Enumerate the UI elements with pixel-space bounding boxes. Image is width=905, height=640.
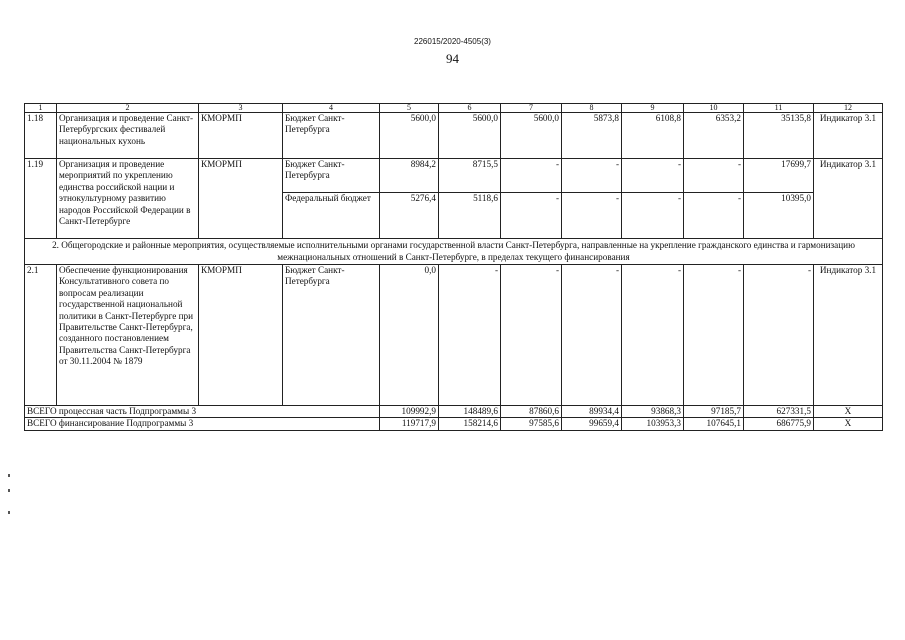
total-cell: 35135,8 [744,113,814,159]
column-number: 12 [814,104,883,113]
column-number: 9 [622,104,684,113]
amount-cell: 97585,6 [501,418,562,430]
totals-label: ВСЕГО процессная часть Подпрограммы 3 [25,406,380,418]
amount-cell: 8984,2 [380,159,439,193]
amount-cell: 5118,6 [439,193,501,239]
amount-cell: - [562,159,622,193]
amount-cell: 6108,8 [622,113,684,159]
amount-cell: 99659,4 [562,418,622,430]
amount-cell: 109992,9 [380,406,439,418]
section-heading-row [25,239,883,265]
column-number: 2 [57,104,199,113]
column-number: 11 [744,104,814,113]
activity-name: Организация и проведение Санкт-Петербургских фестивалей национальных кухонь [57,113,199,159]
amount-cell: 93868,3 [622,406,684,418]
amount-cell: - [501,193,562,239]
amount-cell: - [622,265,684,406]
amount-cell: - [684,193,744,239]
amount-cell: 89934,4 [562,406,622,418]
amount-cell: 158214,6 [439,418,501,430]
row-id: 2.1 [25,265,57,406]
page-number: 94 [446,51,459,66]
amount-cell: 8715,5 [439,159,501,193]
amount-cell: - [501,265,562,406]
amount-cell: - [684,159,744,193]
amount-cell: - [562,265,622,406]
amount-cell: 5600,0 [501,113,562,159]
indicator-cell: Х [814,406,883,418]
column-number: 8 [562,104,622,113]
total-cell: 627331,5 [744,406,814,418]
activity-name: Обеспечение функционирования Консультативного совета по вопросам реализации государственной национальной политики в Санкт-Петербурге при Правительстве Санкт-Петербурга, созданного постановлением Правительства Санкт-Петербурга от 30.11.2004 № 1879 [57,265,199,406]
amount-cell: 103953,3 [622,418,684,430]
column-number: 6 [439,104,501,113]
funding-source: Бюджет Санкт-Петербурга [283,265,380,406]
financing-table [24,103,883,431]
funding-source: Федеральный бюджет [283,193,380,239]
table-row [25,265,883,406]
indicator-cell: Индикатор 3.1 [814,159,883,239]
totals-label: ВСЕГО финансирование Подпрограммы 3 [25,418,380,430]
amount-cell: - [622,159,684,193]
section-title: 2. Общегородские и районные мероприятия, осуществляемые исполнительными органами государственной власти Санкт-Петербурга, направленные на укрепление гражданского единства и гармонизацию межнациональных отношений в Санкт-Петербурге, в пределах текущего финансирования [25,239,883,265]
amount-cell: - [562,193,622,239]
totals-row [25,418,883,430]
amount-cell: 148489,6 [439,406,501,418]
indicator-cell: Индикатор 3.1 [814,113,883,159]
column-number: 10 [684,104,744,113]
column-number: 7 [501,104,562,113]
executor: КМОРМП [199,265,283,406]
amount-cell: 5873,8 [562,113,622,159]
amount-cell: 87860,6 [501,406,562,418]
amount-cell: 5600,0 [380,113,439,159]
total-cell: 17699,7 [744,159,814,193]
column-number: 5 [380,104,439,113]
amount-cell: 107645,1 [684,418,744,430]
total-cell: 686775,9 [744,418,814,430]
scan-mark [8,511,10,514]
amount-cell: - [622,193,684,239]
indicator-cell: Х [814,418,883,430]
column-number: 3 [199,104,283,113]
amount-cell: - [439,265,501,406]
amount-cell: - [501,159,562,193]
activity-name: Организация и проведение мероприятий по укреплению единства российской нации и этнокультурному развитию народов Российской Федерации в Санкт-Петербурге [57,159,199,239]
amount-cell: 6353,2 [684,113,744,159]
row-id: 1.18 [25,113,57,159]
table-row [25,113,883,159]
amount-cell: 97185,7 [684,406,744,418]
column-number: 1 [25,104,57,113]
amount-cell: 5276,4 [380,193,439,239]
total-cell: - [744,265,814,406]
amount-cell: 0,0 [380,265,439,406]
column-number: 4 [283,104,380,113]
document-code: 226015/2020-4505(3) [414,37,491,46]
funding-source: Бюджет Санкт-Петербурга [283,113,380,159]
amount-cell: 5600,0 [439,113,501,159]
scan-mark [8,489,10,492]
row-id: 1.19 [25,159,57,239]
scan-mark [8,474,10,477]
amount-cell: 119717,9 [380,418,439,430]
executor: КМОРМП [199,159,283,239]
executor: КМОРМП [199,113,283,159]
column-number-row [25,104,883,113]
table-row [25,159,883,193]
funding-source: Бюджет Санкт-Петербурга [283,159,380,193]
indicator-cell: Индикатор 3.1 [814,265,883,406]
amount-cell: - [684,265,744,406]
totals-row [25,406,883,418]
total-cell: 10395,0 [744,193,814,239]
